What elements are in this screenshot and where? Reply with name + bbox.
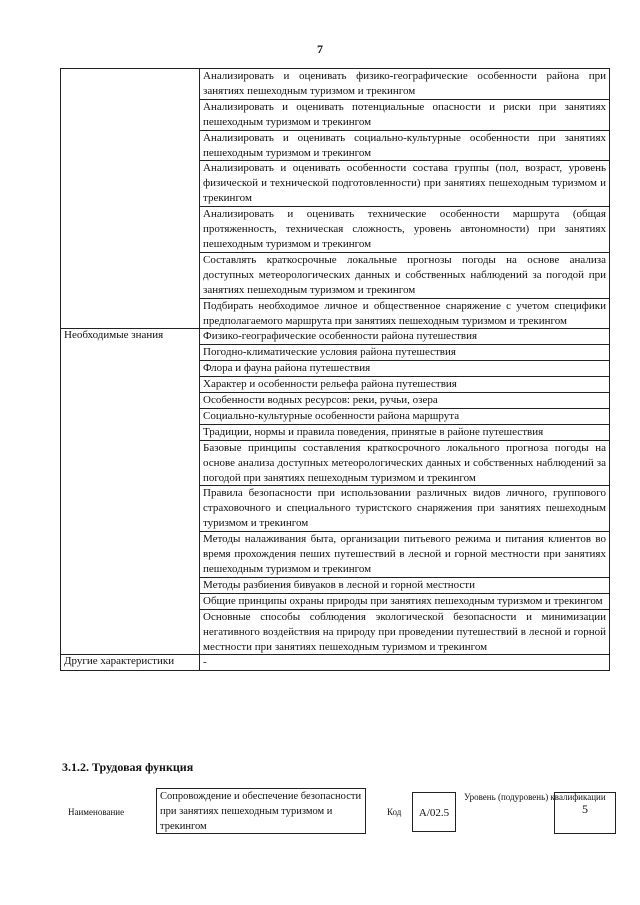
qualification-level-box: 5 bbox=[554, 792, 616, 834]
knowledge-cell: Основные способы соблюдения экологической безопасности и минимизации негативного воздействия на природу при проведении путешествий в лесной и горной местности при занятиях пешеходным туризмом и трекингом bbox=[200, 609, 610, 655]
skill-cell: Подбирать необходимое личное и общественное снаряжение с учетом специфики предполагаемого маршрута при занятиях пешеходным туризмом и трекингом bbox=[200, 298, 610, 329]
code-label: Код bbox=[387, 807, 402, 817]
page-number: 7 bbox=[317, 42, 323, 56]
knowledge-cell: Физико-географические особенности района путешествия bbox=[200, 329, 610, 345]
table-row bbox=[61, 655, 610, 671]
knowledge-cell: Социально-культурные особенности района маршрута bbox=[200, 408, 610, 424]
knowledge-cell: Базовые принципы составления краткосрочного локального прогноза погоды на основе анализа доступных метеорологических данных и собственных наблюдений за погодой при занятиях пешеходным туризмом и трекингом bbox=[200, 440, 610, 486]
knowledge-cell: Традиции, нормы и правила поведения, принятые в районе путешествия bbox=[200, 424, 610, 440]
knowledge-cell: Флора и фауна района путешествия bbox=[200, 361, 610, 377]
skill-cell: Анализировать и оценивать технические особенности маршрута (общая протяженность, техническая сложность, уровень автономности) при занятиях пешеходным туризмом и трекингом bbox=[200, 207, 610, 253]
other-characteristics-label: Другие характеристики bbox=[61, 655, 200, 671]
knowledge-cell: Общие принципы охраны природы при занятиях пешеходным туризмом и трекингом bbox=[200, 593, 610, 609]
table-row bbox=[61, 329, 610, 345]
knowledge-cell: Погодно-климатические условия района путешествия bbox=[200, 345, 610, 361]
labor-function-info bbox=[60, 788, 620, 850]
knowledge-cell: Методы налаживания быта, организации питьевого режима и питания клиентов во время прохождения пеших путешествий в лесной и горной местности при занятиях пешеходным туризмом и трекингом bbox=[200, 532, 610, 578]
skill-cell: Анализировать и оценивать социально-культурные особенности при занятиях пешеходным туризмом и трекингом bbox=[200, 130, 610, 161]
knowledge-label: Необходимые знания bbox=[61, 329, 200, 655]
name-label: Наименование bbox=[68, 807, 125, 817]
skill-cell: Анализировать и оценивать потенциальные опасности и риски при занятиях пешеходным туризмом и трекингом bbox=[200, 99, 610, 130]
skill-cell: Анализировать и оценивать физико-географические особенности района при занятиях пешеходным туризмом и трекингом bbox=[200, 69, 610, 100]
skill-cell: Составлять краткосрочные локальные прогнозы погоды на основе анализа доступных метеорологических данных и собственных наблюдений за погодой при занятиях пешеходным туризмом и трекингом bbox=[200, 252, 610, 298]
function-code-box: A/02.5 bbox=[412, 792, 456, 832]
skill-cell: Анализировать и оценивать особенности состава группы (пол, возраст, уровень физической и технической подготовленности) при занятиях пешеходным туризмом и трекингом bbox=[200, 161, 610, 207]
knowledge-table bbox=[60, 68, 610, 671]
knowledge-cell: Правила безопасности при использовании различных видов личного, группового страховочного и специального туристского снаряжения при занятиях пешеходным туризмом и трекингом bbox=[200, 486, 610, 532]
skills-label-cell bbox=[61, 69, 200, 329]
knowledge-cell: Характер и особенности рельефа района путешествия bbox=[200, 377, 610, 393]
qualification-level-label: Уровень (подуровень) квалификации bbox=[464, 792, 606, 802]
function-name-box: Сопровождение и обеспечение безопасности при занятиях пешеходным туризмом и трекингом bbox=[156, 788, 366, 834]
table-row bbox=[61, 69, 610, 100]
knowledge-cell: Методы разбиения бивуаков в лесной и горной местности bbox=[200, 577, 610, 593]
section-heading: 3.1.2. Трудовая функция bbox=[62, 760, 194, 774]
other-characteristics-value: - bbox=[200, 655, 610, 671]
knowledge-cell: Особенности водных ресурсов: реки, ручьи, озера bbox=[200, 393, 610, 409]
